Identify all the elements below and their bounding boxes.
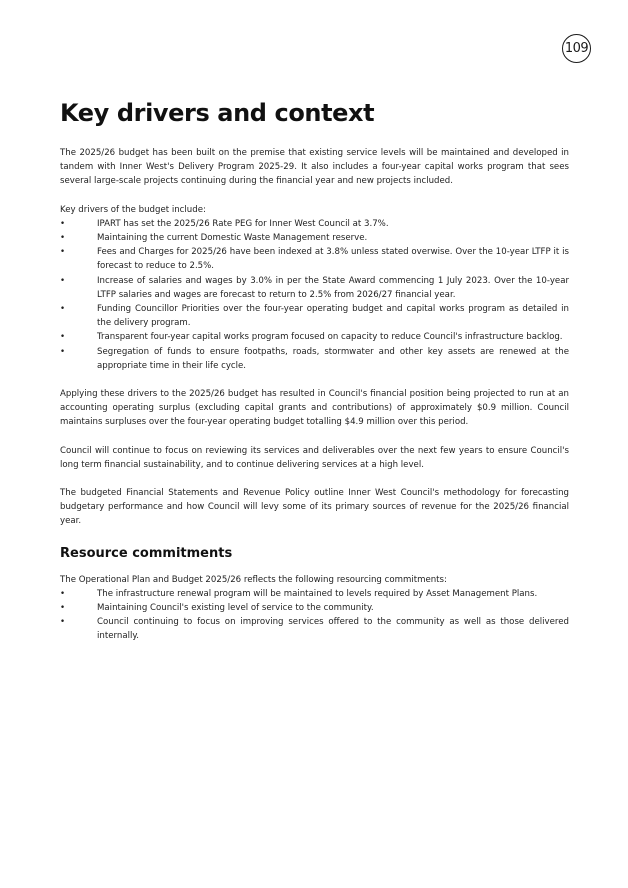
bullet-marker: •	[60, 218, 66, 229]
list-item	[60, 274, 569, 302]
bullet-marker: •	[60, 332, 66, 343]
list-item-text: Funding Councillor Priorities over the four-year operating budget and capital works program as detailed in the delivery program.	[97, 304, 569, 329]
list-item	[60, 587, 569, 601]
resource-lead: The Operational Plan and Budget 2025/26 reflects the following resourcing commitments:	[60, 574, 447, 585]
list-item	[60, 245, 569, 273]
intro-paragraph: The 2025/26 budget has been built on the premise that existing service levels will be maintained and developed in tandem with Inner West's Delivery Program 2025-29. It also includes a four-year capital works program that sees several large-scale projects continuing during the financial year and new projects included.	[60, 148, 569, 187]
list-item-text: Maintaining Council's existing level of service to the community.	[97, 603, 374, 614]
list-item	[60, 615, 569, 643]
drivers-lead: Key drivers of the budget include:	[60, 204, 206, 215]
list-item	[60, 231, 569, 245]
bullet-marker: •	[60, 247, 66, 258]
drivers-list	[60, 217, 569, 373]
surplus-paragraph: Applying these drivers to the 2025/26 budget has resulted in Council's financial position being projected to run at an accounting operating surplus (excluding capital grants and contributions) of approximately $0.9 million. Council maintains surpluses over the four-year operating budget totalling $4.9 million over this period.	[60, 389, 569, 428]
sustainability-paragraph: Council will continue to focus on reviewing its services and deliverables over the next few years to ensure Council's long term financial sustainability, and to continue delivering services at a high level.	[60, 445, 569, 470]
list-item-text: Segregation of funds to ensure footpaths, roads, stormwater and other key assets are renewed at the appropriate time in their life cycle.	[97, 346, 569, 371]
bullet-marker: •	[60, 588, 66, 599]
bullet-marker: •	[60, 304, 66, 315]
list-item-text: Council continuing to focus on improving services offered to the community as well as those delivered internally.	[97, 617, 569, 642]
list-item-text: Transparent four-year capital works program focused on capacity to reduce Council's infrastructure backlog.	[97, 332, 563, 343]
page-number-badge	[562, 34, 591, 63]
list-item-text: Increase of salaries and wages by 3.0% in per the State Award commencing 1 July 2023. Over the 10-year LTFP salaries and wages are forecast to return to 2.5% from 2026/27 financial year.	[97, 275, 569, 300]
bullet-marker: •	[60, 617, 66, 628]
list-item	[60, 345, 569, 373]
list-item-text: IPART has set the 2025/26 Rate PEG for Inner West Council at 3.7%.	[97, 218, 389, 229]
list-item	[60, 302, 569, 330]
bullet-marker: •	[60, 346, 66, 357]
list-item	[60, 601, 569, 615]
document-body	[60, 96, 569, 658]
methodology-paragraph: The budgeted Financial Statements and Revenue Policy outline Inner West Council's methodology for forecasting budgetary performance and how Council will levy some of its primary sources of revenue for the 2025/26 financial year.	[60, 488, 569, 527]
page-number: 109	[564, 41, 589, 56]
page-title: Key drivers and context	[60, 99, 375, 127]
bullet-marker: •	[60, 233, 66, 244]
list-item-text: The infrastructure renewal program will be maintained to levels required by Asset Management Plans.	[97, 588, 538, 599]
bullet-marker: •	[60, 603, 66, 614]
list-item	[60, 330, 569, 344]
list-item-text: Fees and Charges for 2025/26 have been indexed at 3.8% unless stated overwise. Over the 10-year LTFP it is forecast to reduce to 2.5%.	[97, 247, 569, 272]
list-item-text: Maintaining the current Domestic Waste Management reserve.	[97, 233, 368, 244]
resource-commitments-section	[60, 545, 569, 644]
resource-list	[60, 587, 569, 644]
bullet-marker: •	[60, 275, 66, 286]
section-heading: Resource commitments	[60, 545, 233, 561]
list-item	[60, 217, 569, 231]
